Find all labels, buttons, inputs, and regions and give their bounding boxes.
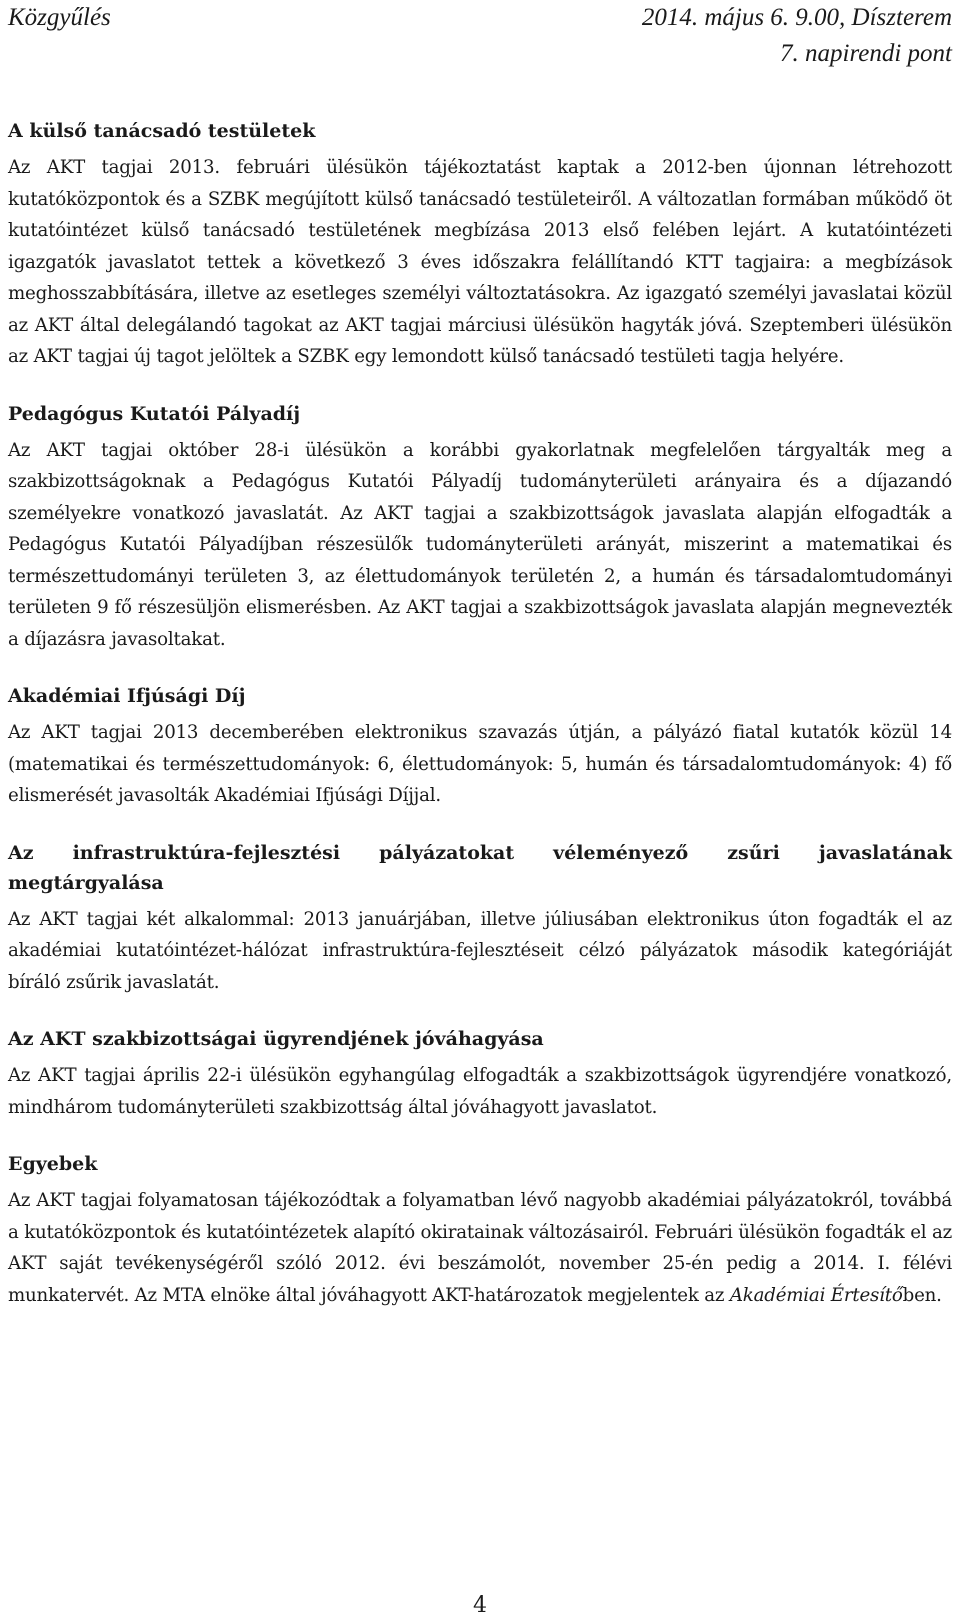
page-number: 4	[473, 1593, 487, 1618]
section-paragraph	[8, 1185, 952, 1311]
header-date-location: 2014. május 6. 9.00, Díszterem	[641, 4, 952, 31]
section-youth-award	[8, 681, 952, 812]
header-meeting-info	[642, 0, 952, 72]
section-title: Az infrastruktúra-fejlesztési pályázatokat véleményező zsűri javaslatának megtárgyalása	[8, 841, 952, 894]
section-other	[8, 1149, 952, 1311]
section-title: Akadémiai Ifjúsági Díj	[8, 685, 246, 707]
section-infrastructure-jury	[8, 838, 952, 999]
publication-name: Akadémiai Értesítő	[729, 1284, 903, 1306]
header-meeting-name: Közgyűlés	[8, 4, 111, 31]
section-teacher-research-award	[8, 399, 952, 656]
section-title: Az AKT szakbizottságai ügyrendjének jóváhagyása	[8, 1028, 544, 1050]
paragraph-text: Az AKT tagjai folyamatosan tájékozódtak a folyamatban lévő nagyobb akadémiai pályázatokról, továbbá a kutatóközpontok és kutatóintézetek alapító okiratainak változásairól. Februári ülésükön fogadták el az AKT saját tevékenységéről szóló 2012. évi beszámolót, november 25-én pedig a 2014. I. félévi munkatervét. Az MTA elnöke által jóváhagyott AKT-határozatok megjelentek az	[8, 1190, 952, 1306]
document-body	[8, 116, 952, 1337]
section-title: Pedagógus Kutatói Pályadíj	[8, 402, 301, 425]
section-paragraph: Az AKT tagjai október 28-i ülésükön a korábbi gyakorlatnak megfelelően tárgyalták meg a szakbizottságoknak a Pedagógus Kutatói Pályadíj tudományterületi arányaira és a díjazandó személyekre vonatkozó javaslatát. Az AKT tagjai a szakbizottságok javaslata alapján elfogadták a Pedagógus Kutatói Pályadíjban részesülők tudományterületi arányát, miszerint a matematikai és természettudományi területen 3, az élettudományok területén 2, a humán és társadalomtudományi területen 9 fő részesüljön elismerésben. Az AKT tagjai a szakbizottságok javaslata alapján megnevezték a díjazásra javasoltakat.	[8, 439, 952, 650]
section-paragraph: Az AKT tagjai 2013. februári ülésükön tájékoztatást kaptak a 2012-ben újonnan létrehozott kutatóközpontok és a SZBK megújított külső tanácsadó testületeiről. A változatlan formában működő öt kutatóintézet külső tanácsadó testületének megbízása 2013 első felében lejárt. A kutatóintézeti igazgatók javaslatot tettek a következő 3 éves időszakra felállítandó KTT tagjaira: a megbízások meghosszabbítására, illetve az esetleges személyi változtatásokra. Az igazgató személyi javaslatai közül az AKT által delegálandó tagokat az AKT tagjai márciusi ülésükön hagyták jóvá. Szeptemberi ülésükön az AKT tagjai új tagot jelöltek a SZBK egy lemondott külső tanácsadó testületi tagja helyére.	[8, 157, 952, 367]
section-committee-rules	[8, 1024, 952, 1123]
section-paragraph: Az AKT tagjai két alkalommal: 2013 januárjában, illetve júliusában elektronikus úton fogadták el az akadémiai kutatóintézet-hálózat infrastruktúra-fejlesztéseit célzó pályázatok második kategóriáját bíráló zsűrik javaslatát.	[8, 908, 952, 993]
section-paragraph: Az AKT tagjai április 22-i ülésükön egyhangúlag elfogadták a szakbizottságok ügyrendjére vonatkozó, mindhárom tudományterületi szakbizottság által jóváhagyott javaslatot.	[8, 1065, 952, 1118]
section-title: Egyebek	[8, 1153, 98, 1175]
section-paragraph: Az AKT tagjai 2013 decemberében elektronikus szavazás útján, a pályázó fiatal kutatók közül 14 (matematikai és természettudományok: 6, élettudományok: 5, humán és társadalomtudományok: 4) fő elismerését javasolták Akadémiai Ifjúsági Díjjal.	[8, 722, 952, 806]
section-title: A külső tanácsadó testületek	[8, 120, 316, 142]
paragraph-text-suffix: ben.	[902, 1284, 942, 1306]
section-external-advisory-boards	[8, 116, 952, 373]
header-agenda-item: 7. napirendi pont	[780, 40, 952, 67]
